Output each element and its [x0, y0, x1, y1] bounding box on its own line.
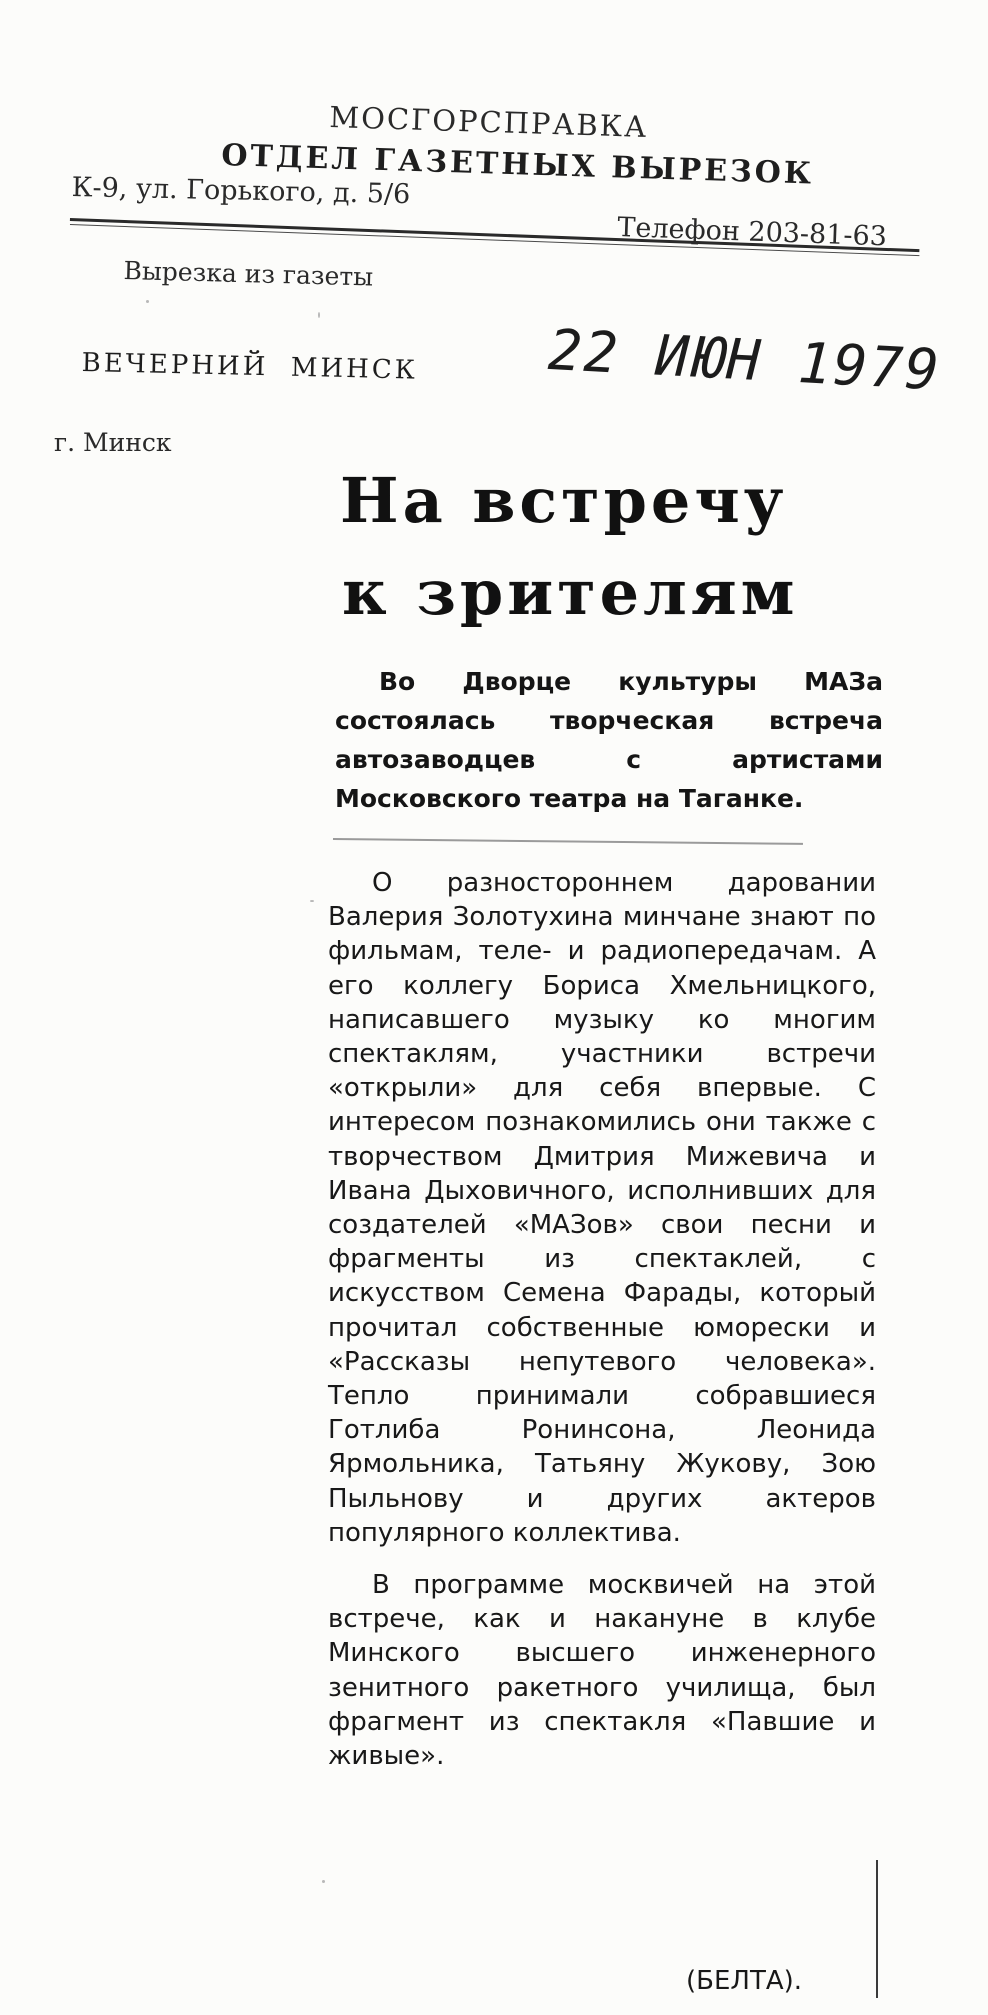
- article-headline: [340, 455, 900, 639]
- stamp-address: К-9, ул. Горького, д. 5/6: [71, 172, 411, 211]
- newspaper-city: г. Минск: [54, 428, 172, 457]
- print-speck: [146, 300, 149, 303]
- newspaper-name: ВЕЧЕРНИЙ МИНСК: [81, 348, 419, 386]
- headline-line-1: На встречу: [340, 464, 788, 537]
- article-paragraph-1: О разностороннем даровании Валерия Золотухина минчане знают по фильмам, теле- и радиопередачам. А его коллегу Бориса Хмельницкого, написавшего музыку ко многим спектаклям, участники встречи «открыли» для себя впервые. С интересом познакомились они также с творчеством Дмитрия Мижевича и Ивана Дыховичного, исполнивших для создателей «МАЗов» свои песни и фрагменты из спектаклей, с искусством Семена Фарады, который прочитал собственные юморески и «Рассказы непутевого человека». Тепло принимали собравшиеся Готлиба Ронинсона, Леонида Ярмольника, Татьяну Жукову, Зою Пыльнову и других актеров популярного коллектива.: [328, 868, 876, 1548]
- stamp-department: ОТДЕЛ ГАЗЕТНЫХ ВЫРЕЗОК: [220, 138, 815, 192]
- article-paragraph-2: В программе москвичей на этой встрече, как и накануне в клубе Минского высшего инженерного зенитного ракетного училища, был фрагмент из спектакля «Павшие и живые».: [328, 1570, 876, 1772]
- stamp-phone: Телефон 203-81-63: [616, 212, 888, 253]
- cut-from-label: Вырезка из газеты: [123, 256, 374, 292]
- clipping-edge-mark: [876, 1860, 878, 1998]
- print-speck: [322, 1880, 325, 1883]
- lead-divider: [333, 838, 803, 845]
- article-body: [328, 866, 876, 1791]
- date-stamp: 22 ИЮН 1979: [546, 318, 943, 404]
- stamp-agency: МОСГОРСПРАВКА: [328, 100, 649, 144]
- article-lead: Во Дворце культуры МАЗа состоялась творческая встреча автозаводцев с артистами Московского театра на Таганке.: [335, 667, 883, 813]
- print-speck: [318, 312, 320, 318]
- print-speck: [310, 900, 314, 902]
- article-source: (БЕЛТА).: [686, 1966, 803, 1996]
- headline-line-2: к зрителям: [342, 556, 799, 629]
